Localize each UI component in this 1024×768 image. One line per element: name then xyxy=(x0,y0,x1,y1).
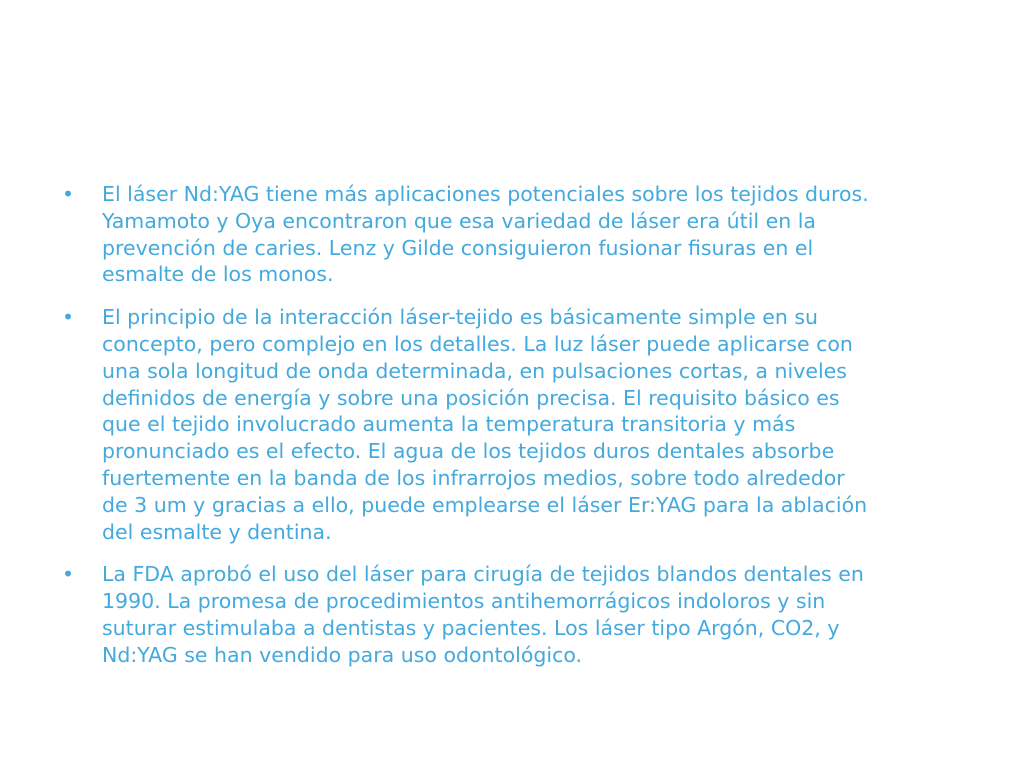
bullet-item xyxy=(62,304,962,545)
bullet-text: El láser Nd:YAG tiene más aplicaciones potenciales sobre los tejidos duros. Yamamoto y Oya encontraron que esa variedad de láser era útil en la prevención de caries. Lenz y Gilde consiguieron fusionar fisuras en el esmalte de los monos. xyxy=(102,182,869,287)
bullet-marker: • xyxy=(62,305,75,330)
bullet-text: El principio de la interacción láser-tejido es básicamente simple en su concepto, pero complejo en los detalles. La luz láser puede aplicarse con una sola longitud de onda determinada, en pulsaciones cortas, a niveles definidos de energía y sobre una posición precisa. El requisito básico es que el tejido involucrado aumenta la temperatura transitoria y más pronunciado es el efecto. El agua de los tejidos duros dentales absorbe fuertemente en la banda de los infrarrojos medios, sobre todo alrededor de 3 um y gracias a ello, puede emplearse el láser Er:YAG para la ablación del esmalte y dentina. xyxy=(102,305,868,544)
bullet-item xyxy=(62,181,962,288)
bullet-marker: • xyxy=(62,562,75,587)
bullet-list xyxy=(62,181,962,685)
bullet-marker: • xyxy=(62,182,75,206)
bullet-item xyxy=(62,561,962,668)
bullet-text: La FDA aprobó el uso del láser para cirugía de tejidos blandos dentales en 1990. La promesa de procedimientos antihemorrágicos indoloros y sin suturar estimulaba a dentistas y pacientes. Los láser tipo Argón, CO2, y Nd:YAG se han vendido para uso odontológico. xyxy=(102,562,864,667)
